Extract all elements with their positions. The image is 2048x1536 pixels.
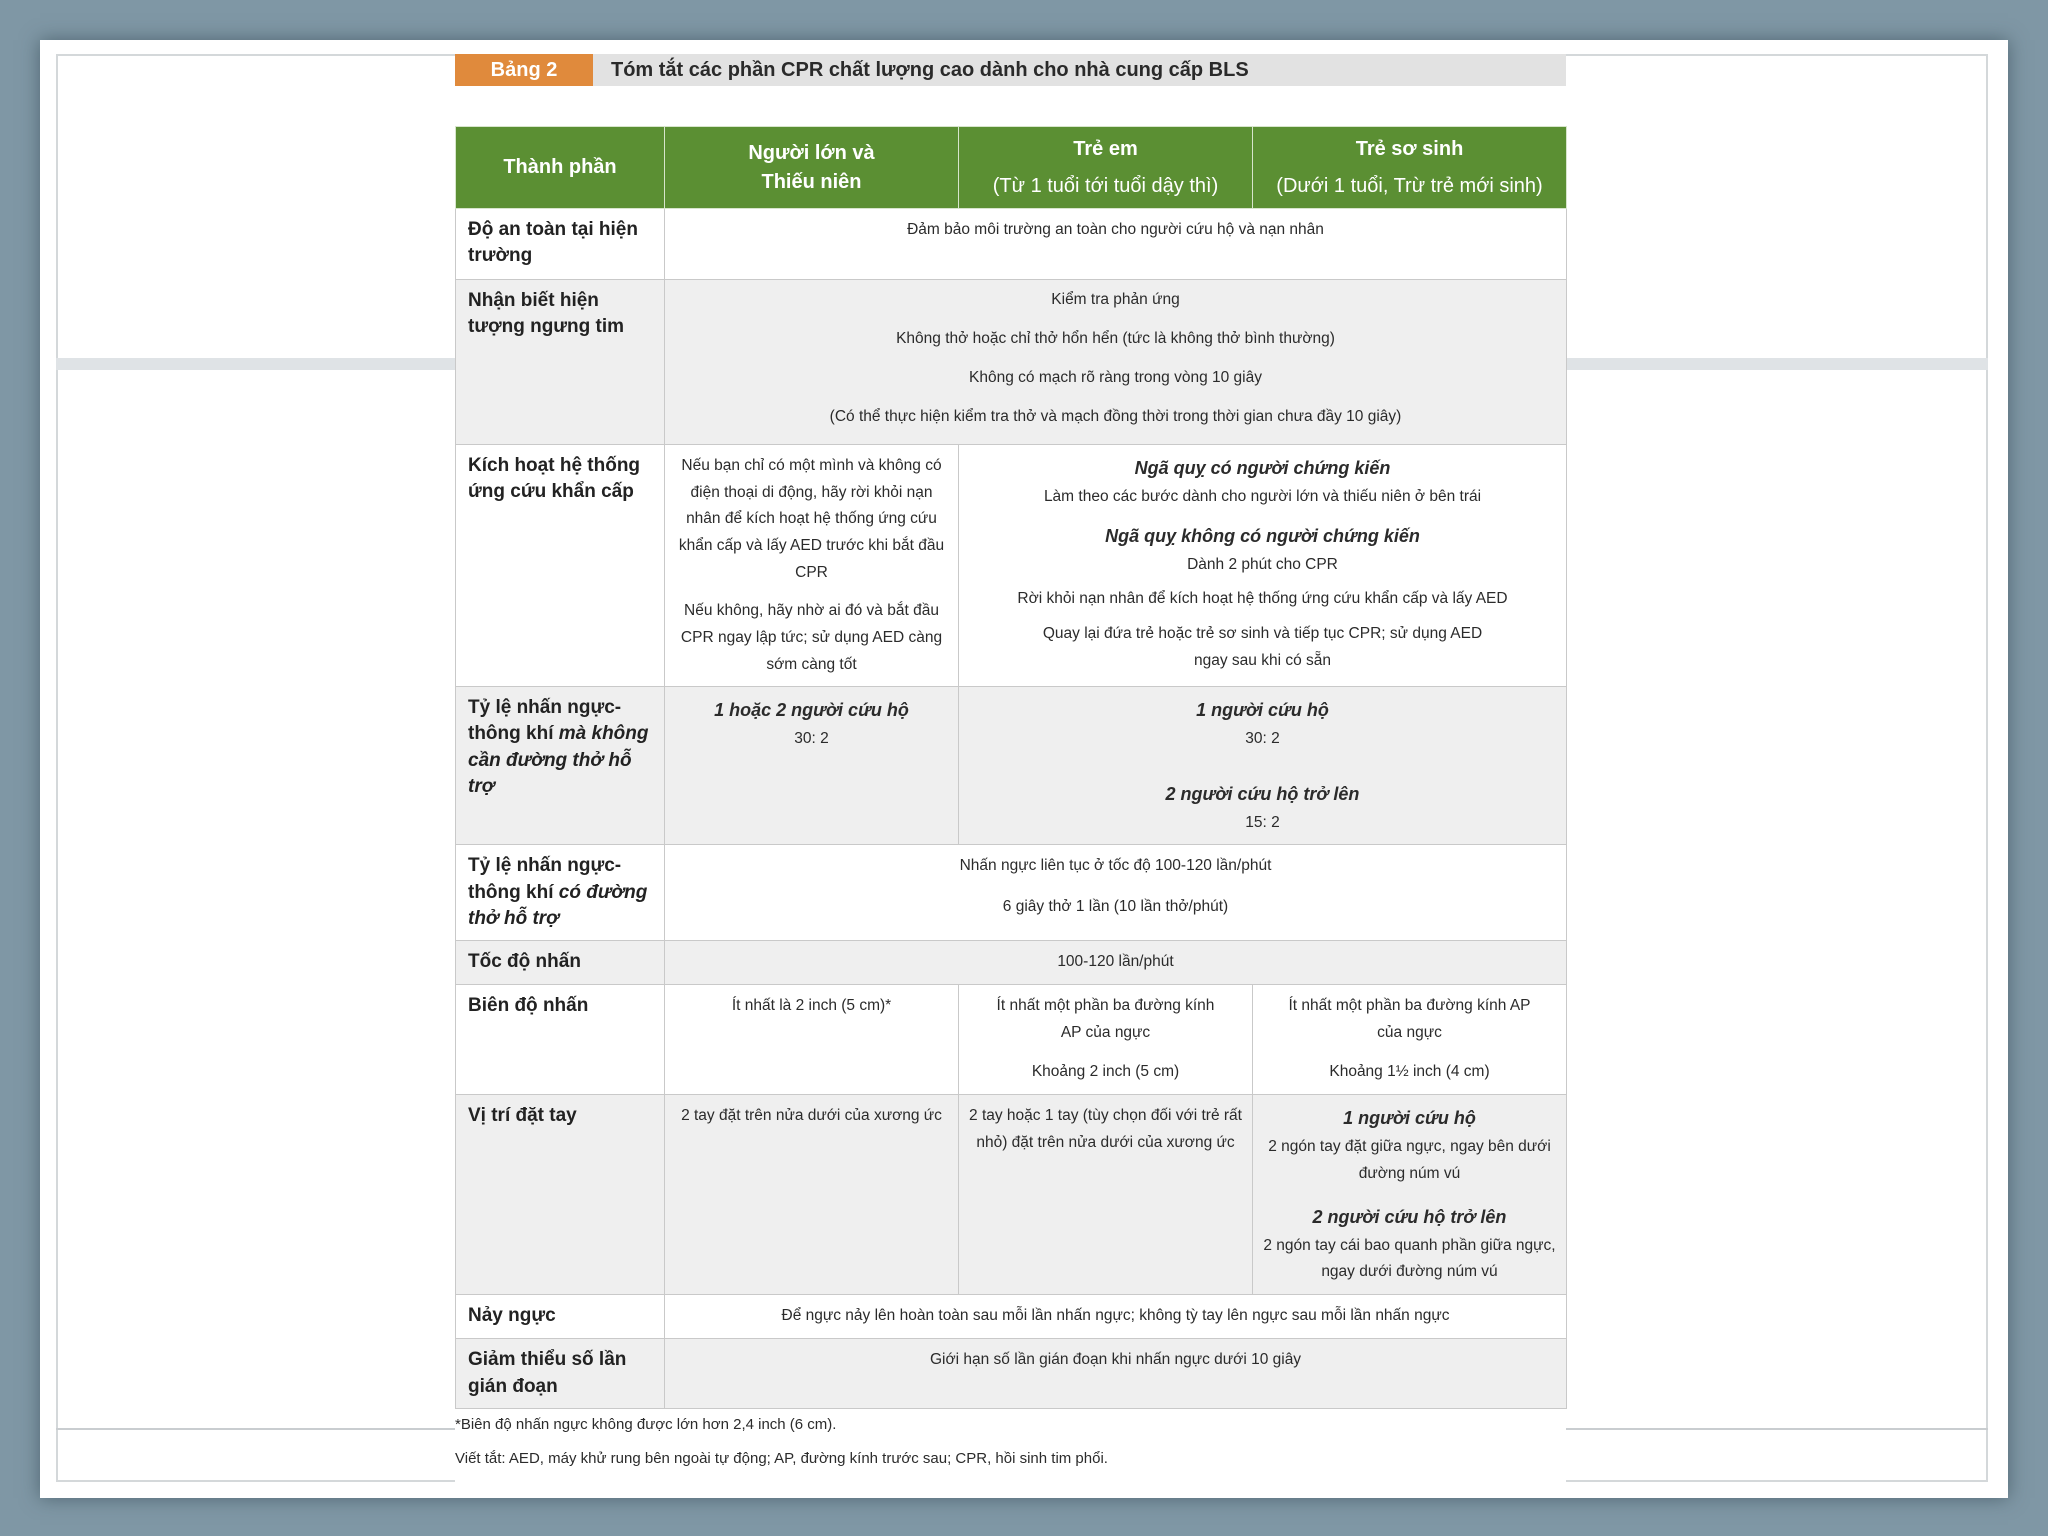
row-scene-safety — [456, 209, 1567, 280]
table-number: Bảng 2 — [455, 54, 593, 86]
depth-infant: Ít nhất một phần ba đường kính AP của ngực Khoảng 1½ inch (4 cm) — [1253, 985, 1567, 1095]
cpr-table — [455, 126, 1567, 1409]
hand-child: 2 tay hoặc 1 tay (tùy chọn đối với trẻ rất nhỏ) đặt trên nửa dưới của xương ức — [959, 1095, 1253, 1295]
row-label: Nảy ngực — [456, 1295, 665, 1339]
table-title: Tóm tắt các phần CPR chất lượng cao dành cho nhà cung cấp BLS — [611, 58, 1249, 81]
row-activation — [456, 445, 1567, 687]
row-ratio-no-airway — [456, 687, 1567, 845]
row-value: 100-120 lần/phút — [665, 941, 1567, 985]
row-rate — [456, 941, 1567, 985]
ratio-child-infant: 1 người cứu hộ 30: 2 2 người cứu hộ trở lên 15: 2 — [959, 687, 1567, 845]
ratio-adult: 1 hoặc 2 người cứu hộ 30: 2 — [665, 687, 959, 845]
header-infant — [1253, 127, 1567, 209]
depth-child: Ít nhất một phần ba đường kính AP của ngực Khoảng 2 inch (5 cm) — [959, 985, 1253, 1095]
document — [455, 54, 1566, 1484]
hand-adult: 2 tay đặt trên nửa dưới của xương ức — [665, 1095, 959, 1295]
row-value: Kiểm tra phản ứng Không thở hoặc chỉ thở hổn hển (tức là không thở bình thường) Không có mạch rõ ràng trong vòng 10 giây (Có thể thực hiện kiểm tra thở và mạch đồng thời trong thời gian chưa đầy 10 giây) — [665, 280, 1567, 445]
header-infant-sub: (Dưới 1 tuổi, Trừ trẻ mới sinh) — [1276, 174, 1543, 197]
activation-child-infant: Ngã quỵ có người chứng kiến Làm theo các bước dành cho người lớn và thiếu niên ở bên trái Ngã quỵ không có người chứng kiến Dành 2 phút cho CPR Rời khỏi nạn nhân để kích hoạt hệ thống ứng cứu khẩn cấp và lấy AED Quay lại đứa trẻ hoặc trẻ sơ sinh và tiếp tục CPR; sử dụng AED ngay sau khi có sẵn — [959, 445, 1567, 687]
row-label: Tỷ lệ nhấn ngực-thông khí mà không cần đường thở hỗ trợ — [456, 687, 665, 845]
row-recognition — [456, 280, 1567, 445]
row-ratio-airway — [456, 845, 1567, 941]
row-depth — [456, 985, 1567, 1095]
footnote-abbreviations: Viết tắt: AED, máy khử rung bên ngoài tự động; AP, đường kính trước sau; CPR, hồi sinh tim phổi. — [455, 1450, 1108, 1467]
row-recoil — [456, 1295, 1567, 1339]
row-label: Độ an toàn tại hiện trường — [456, 209, 665, 280]
header-child — [959, 127, 1253, 209]
activation-adult: Nếu bạn chỉ có một mình và không có điện thoại di động, hãy rời khỏi nạn nhân để kích hoạt hệ thống ứng cứu khẩn cấp và lấy AED trước khi bắt đầu CPR Nếu không, hãy nhờ ai đó và bắt đầu CPR ngay lập tức; sử dụng AED càng sớm càng tốt — [665, 445, 959, 687]
row-hand-placement — [456, 1095, 1567, 1295]
row-interruptions — [456, 1339, 1567, 1409]
depth-adult: Ít nhất là 2 inch (5 cm)* — [665, 985, 959, 1095]
row-value: Nhấn ngực liên tục ở tốc độ 100-120 lần/phút 6 giây thở 1 lần (10 lần thở/phút) — [665, 845, 1567, 941]
header-adult: Người lớn và Thiếu niên — [665, 127, 959, 209]
header-child-sub: (Từ 1 tuổi tới tuổi dậy thì) — [992, 174, 1219, 197]
row-label: Kích hoạt hệ thống ứng cứu khẩn cấp — [456, 445, 665, 687]
header-infant-title: Trẻ sơ sinh — [1355, 137, 1464, 160]
row-label: Tỷ lệ nhấn ngực-thông khí có đường thở hỗ trợ — [456, 845, 665, 941]
row-value: Giới hạn số lần gián đoạn khi nhấn ngực dưới 10 giây — [665, 1339, 1567, 1409]
row-label: Tốc độ nhấn — [456, 941, 665, 985]
table-caption — [455, 54, 1566, 86]
row-value: Để ngực nảy lên hoàn toàn sau mỗi lần nhấn ngực; không tỳ tay lên ngực sau mỗi lần nhấn ngực — [665, 1295, 1567, 1339]
row-label: Biên độ nhấn — [456, 985, 665, 1095]
row-value: Đảm bảo môi trường an toàn cho người cứu hộ và nạn nhân — [665, 209, 1567, 280]
row-label: Nhận biết hiện tượng ngưng tim — [456, 280, 665, 445]
row-label: Giảm thiểu số lần gián đoạn — [456, 1339, 665, 1409]
unwitnessed-title: Ngã quỵ không có người chứng kiến — [1105, 525, 1420, 546]
header-row — [456, 127, 1567, 209]
hand-infant: 1 người cứu hộ 2 ngón tay đặt giữa ngực, ngay bên dưới đường núm vú 2 người cứu hộ trở lên 2 ngón tay cái bao quanh phần giữa ngực, ngay dưới đường núm vú — [1253, 1095, 1567, 1295]
header-child-title: Trẻ em — [1073, 137, 1138, 160]
header-component: Thành phần — [456, 127, 665, 209]
row-label: Vị trí đặt tay — [456, 1095, 665, 1295]
witnessed-title: Ngã quỵ có người chứng kiến — [1134, 458, 1391, 478]
footnote-depth: *Biên độ nhấn ngực không được lớn hơn 2,4 inch (6 cm). — [455, 1416, 837, 1433]
